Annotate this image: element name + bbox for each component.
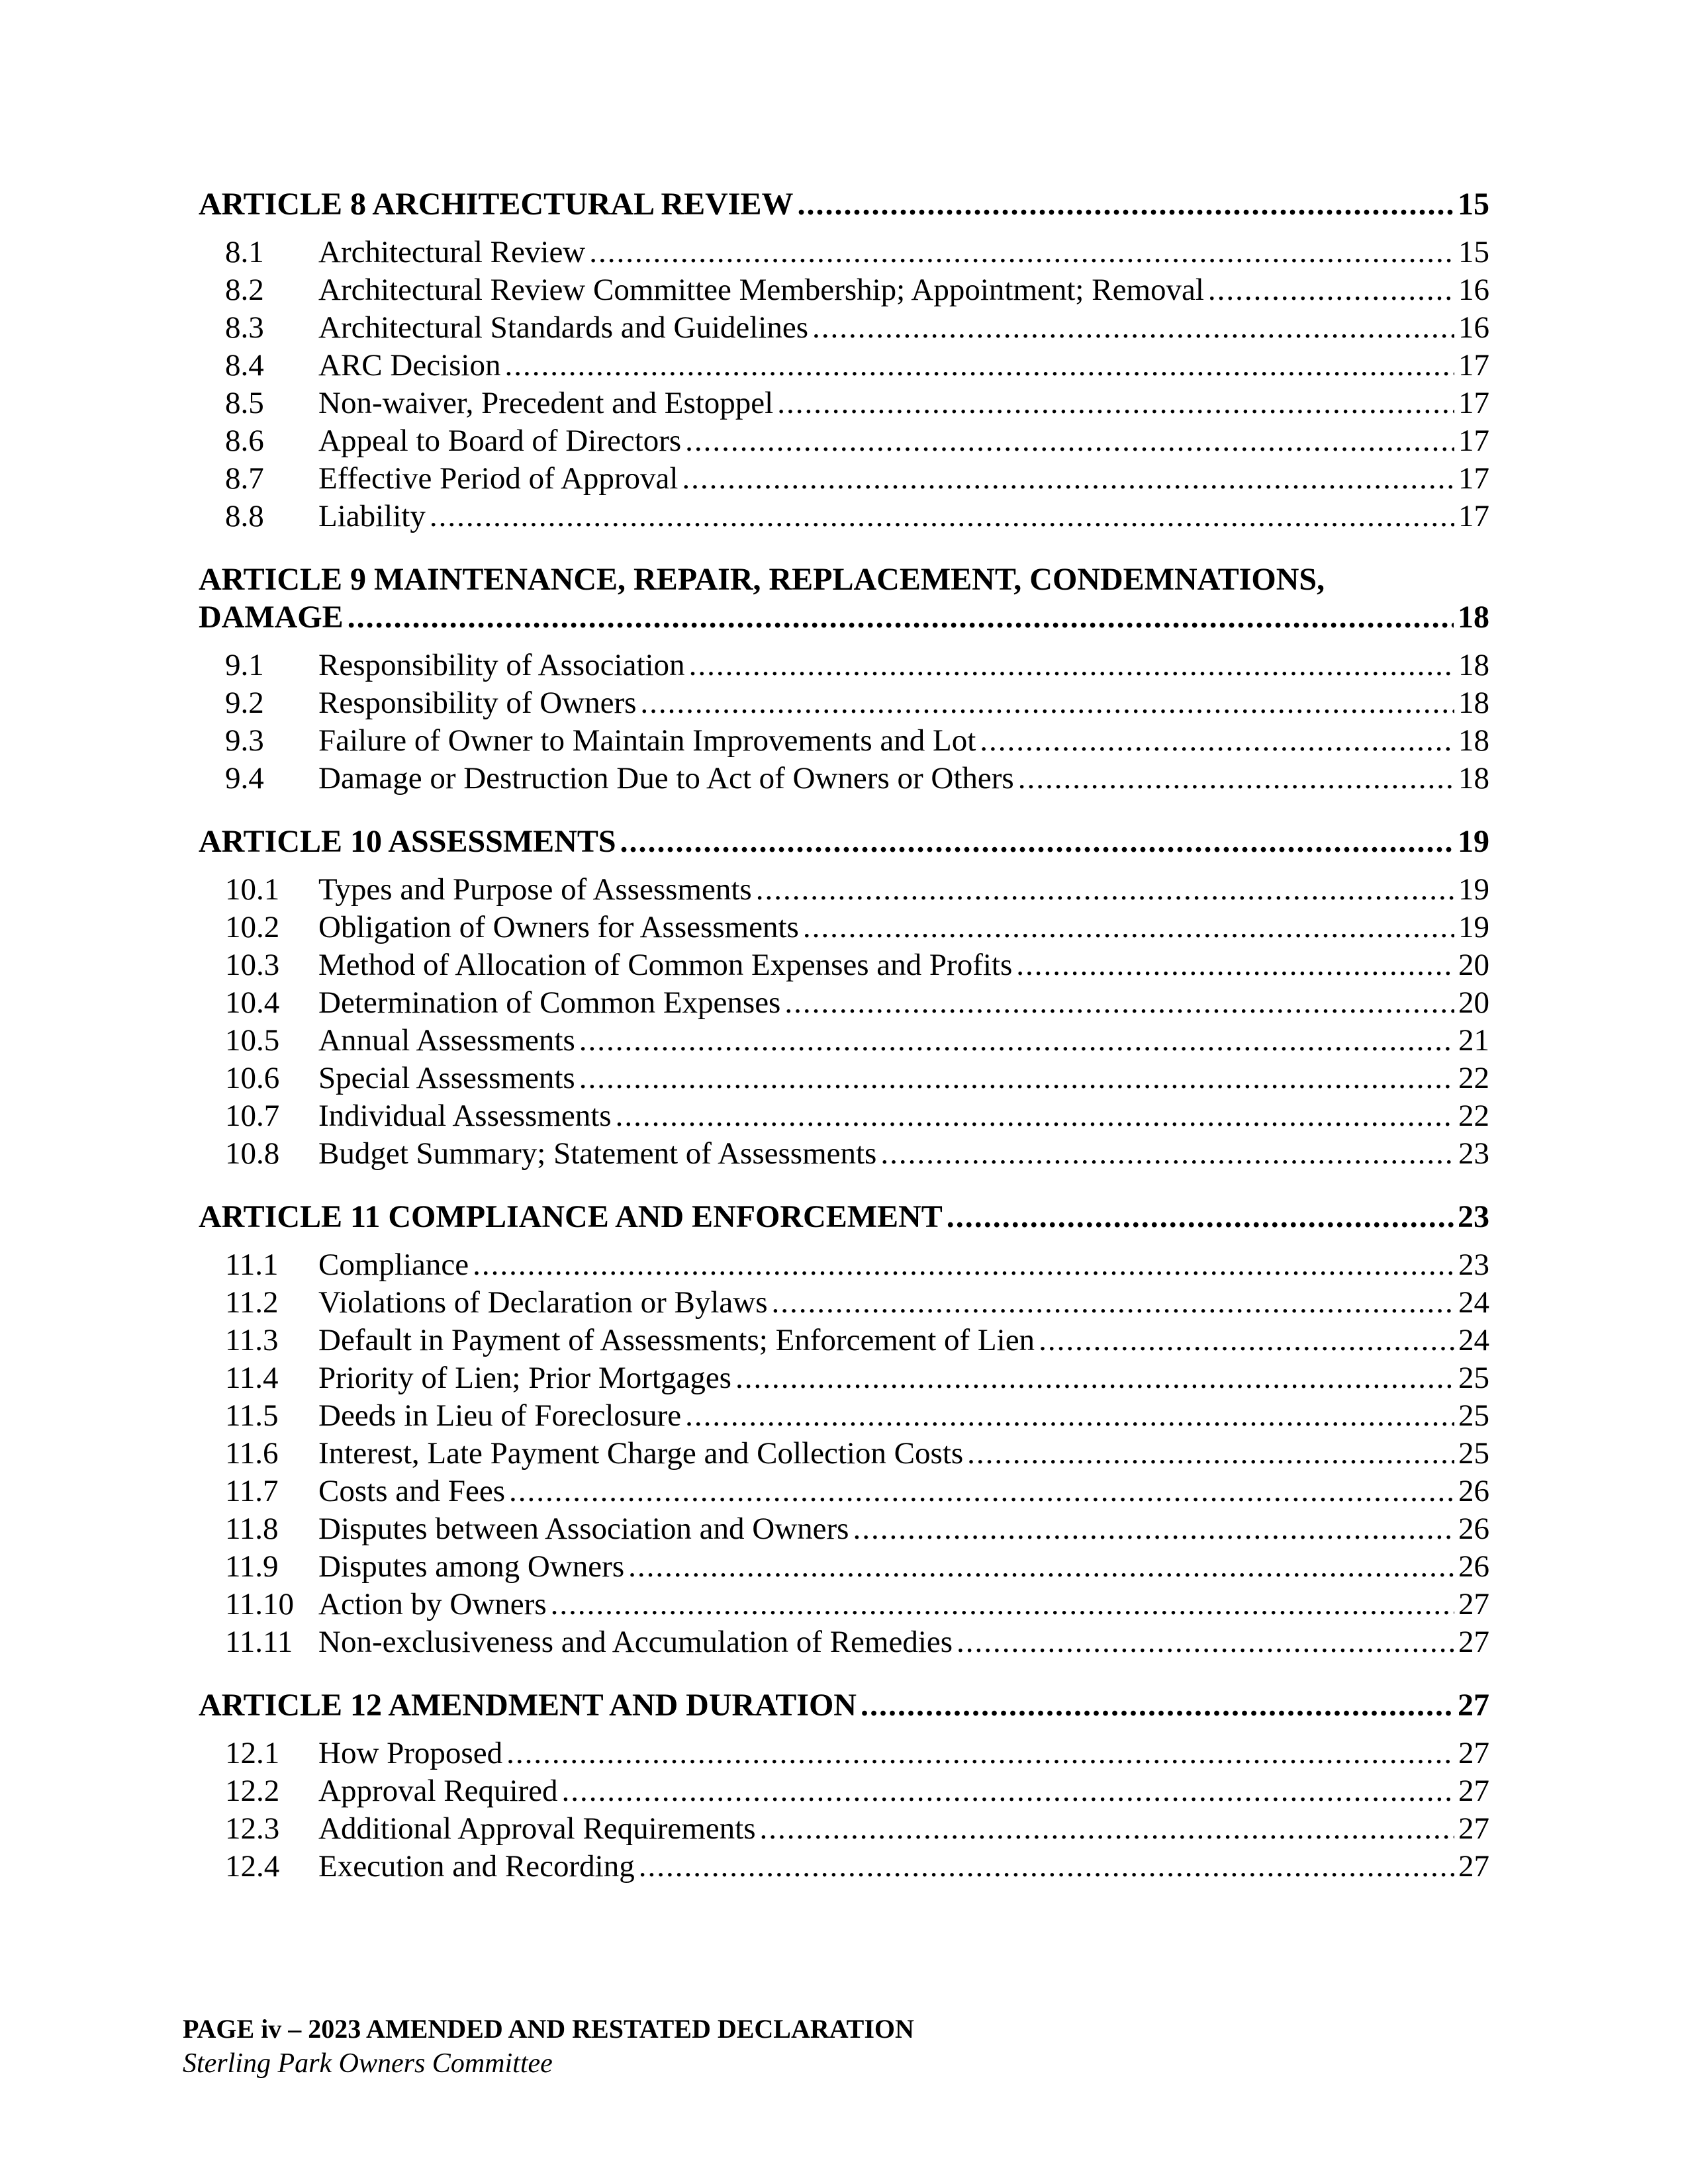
toc-section-entry[interactable] <box>199 1097 1489 1135</box>
dot-leader <box>980 722 1454 760</box>
section-number: 8.5 <box>225 386 264 420</box>
section-list <box>199 234 1489 535</box>
article-heading[interactable] <box>199 1198 1489 1236</box>
section-number: 11.7 <box>225 1474 279 1508</box>
section-page-number: 27 <box>1458 1849 1489 1884</box>
section-number-cell <box>199 1435 318 1473</box>
dot-leader <box>880 1135 1454 1173</box>
section-list <box>199 1246 1489 1661</box>
article-title: ARTICLE 10 ASSESSMENTS <box>199 824 616 859</box>
section-page-number: 27 <box>1458 1625 1489 1659</box>
section-number: 10.7 <box>225 1099 280 1133</box>
section-title: Liability <box>318 499 426 533</box>
section-title: Execution and Recording <box>318 1849 635 1884</box>
section-title: Determination of Common Expenses <box>318 985 781 1020</box>
section-title: Effective Period of Approval <box>318 461 679 496</box>
dot-leader <box>812 309 1454 347</box>
dot-leader <box>777 385 1454 422</box>
article-heading[interactable] <box>199 1686 1489 1724</box>
section-title: Types and Purpose of Assessments <box>318 872 752 907</box>
article-heading[interactable] <box>199 185 1489 223</box>
section-number-cell <box>199 234 318 271</box>
section-title: Non-exclusiveness and Accumulation of Remedies <box>318 1625 953 1659</box>
section-page-number: 16 <box>1458 310 1489 345</box>
section-number-cell <box>199 1623 318 1661</box>
section-number-cell <box>199 984 318 1022</box>
section-number: 9.4 <box>225 761 264 796</box>
section-number: 11.1 <box>225 1248 279 1282</box>
section-number: 10.1 <box>225 872 280 907</box>
section-page-number: 17 <box>1458 386 1489 420</box>
toc-section-entry[interactable] <box>199 1510 1489 1548</box>
section-number: 10.5 <box>225 1023 280 1058</box>
section-number: 10.4 <box>225 985 280 1020</box>
dot-leader <box>685 422 1454 460</box>
article-page-number: 15 <box>1458 187 1489 222</box>
section-number-cell <box>199 1586 318 1623</box>
toc-section-entry[interactable] <box>199 460 1489 498</box>
section-page-number: 15 <box>1458 235 1489 269</box>
dot-leader <box>579 1022 1454 1060</box>
dot-leader <box>772 1284 1454 1322</box>
toc-section-entry[interactable] <box>199 1735 1489 1772</box>
section-list <box>199 647 1489 797</box>
dot-leader <box>509 1473 1454 1510</box>
section-number-cell <box>199 722 318 760</box>
toc-article <box>199 823 1489 1173</box>
section-number: 11.4 <box>225 1361 279 1395</box>
page-footer <box>183 2012 914 2081</box>
dot-leader <box>620 823 1454 860</box>
section-number: 10.2 <box>225 910 280 944</box>
section-number: 8.8 <box>225 499 264 533</box>
section-number-cell <box>199 760 318 797</box>
dot-leader <box>756 871 1454 909</box>
section-number: 11.6 <box>225 1436 279 1471</box>
section-page-number: 23 <box>1458 1136 1489 1171</box>
section-page-number: 25 <box>1458 1398 1489 1433</box>
section-number: 12.4 <box>225 1849 280 1884</box>
dot-leader <box>853 1510 1454 1548</box>
article-page-number: 27 <box>1458 1688 1489 1723</box>
section-title: Responsibility of Owners <box>318 686 637 720</box>
section-title: ARC Decision <box>318 348 501 383</box>
dot-leader <box>1039 1322 1454 1359</box>
section-page-number: 22 <box>1458 1099 1489 1133</box>
dot-leader <box>562 1772 1454 1810</box>
toc-section-entry[interactable] <box>199 1623 1489 1661</box>
article-page-number: 19 <box>1458 824 1489 859</box>
section-number-cell <box>199 1397 318 1435</box>
toc-section-entry[interactable] <box>199 422 1489 460</box>
section-page-number: 23 <box>1458 1248 1489 1282</box>
dot-leader <box>640 684 1454 722</box>
dot-leader <box>798 185 1454 223</box>
section-number-cell <box>199 684 318 722</box>
dot-leader <box>1016 946 1454 984</box>
section-title: Default in Payment of Assessments; Enforcement of Lien <box>318 1323 1035 1357</box>
toc-section-entry[interactable] <box>199 271 1489 309</box>
section-title: Damage or Destruction Due to Act of Owners or Others <box>318 761 1014 796</box>
dot-leader <box>616 1097 1454 1135</box>
dot-leader <box>735 1359 1454 1397</box>
section-number: 8.1 <box>225 235 264 269</box>
section-number-cell <box>199 1284 318 1322</box>
section-page-number: 18 <box>1458 686 1489 720</box>
section-number-cell <box>199 1810 318 1848</box>
article-page-number: 18 <box>1458 600 1489 635</box>
section-page-number: 18 <box>1458 761 1489 796</box>
section-number-cell <box>199 946 318 984</box>
dot-leader <box>1018 760 1454 797</box>
section-page-number: 19 <box>1458 910 1489 944</box>
toc-section-entry[interactable] <box>199 909 1489 946</box>
article-title: ARTICLE 9 MAINTENANCE, REPAIR, REPLACEMENT, CONDEMNATIONS, <box>199 562 1325 597</box>
section-number: 11.10 <box>225 1587 295 1621</box>
dot-leader <box>506 1735 1454 1772</box>
section-page-number: 26 <box>1458 1474 1489 1508</box>
section-number: 11.11 <box>225 1625 293 1659</box>
toc-section-entry[interactable] <box>199 385 1489 422</box>
toc-section-entry[interactable] <box>199 347 1489 385</box>
toc-article <box>199 1198 1489 1661</box>
dot-leader <box>760 1810 1454 1848</box>
dot-leader <box>639 1848 1454 1886</box>
section-title: Individual Assessments <box>318 1099 612 1133</box>
dot-leader <box>957 1623 1454 1661</box>
section-number-cell <box>199 1060 318 1097</box>
toc-section-entry[interactable] <box>199 1359 1489 1397</box>
section-page-number: 21 <box>1458 1023 1489 1058</box>
section-title: Action by Owners <box>318 1587 547 1621</box>
toc-section-entry[interactable] <box>199 1022 1489 1060</box>
section-number-cell <box>199 909 318 946</box>
toc-section-entry[interactable] <box>199 309 1489 347</box>
section-title: Architectural Standards and Guidelines <box>318 310 809 345</box>
section-number-cell <box>199 347 318 385</box>
section-number-cell <box>199 1135 318 1173</box>
dot-leader <box>430 498 1454 535</box>
toc-section-entry[interactable] <box>199 1810 1489 1848</box>
toc-article <box>199 561 1489 797</box>
toc-section-entry[interactable] <box>199 1548 1489 1586</box>
toc-section-entry[interactable] <box>199 1322 1489 1359</box>
section-number-cell <box>199 498 318 535</box>
dot-leader <box>682 460 1454 498</box>
section-number-cell <box>199 385 318 422</box>
toc-section-entry[interactable] <box>199 984 1489 1022</box>
section-title: Special Assessments <box>318 1061 575 1095</box>
section-page-number: 19 <box>1458 872 1489 907</box>
dot-leader <box>348 598 1454 636</box>
dot-leader <box>803 909 1454 946</box>
dot-leader <box>1208 271 1454 309</box>
footer-organization: Sterling Park Owners Committee <box>183 2048 553 2079</box>
section-title: Approval Required <box>318 1774 558 1808</box>
section-number: 10.3 <box>225 948 280 982</box>
section-number: 11.9 <box>225 1549 279 1584</box>
section-number-cell <box>199 1246 318 1284</box>
section-title: Costs and Fees <box>318 1474 505 1508</box>
dot-leader <box>579 1060 1454 1097</box>
section-number-cell <box>199 1772 318 1810</box>
section-number-cell <box>199 1097 318 1135</box>
section-number: 8.6 <box>225 424 264 458</box>
article-title: ARTICLE 8 ARCHITECTURAL REVIEW <box>199 187 794 222</box>
section-page-number: 24 <box>1458 1323 1489 1357</box>
dot-leader <box>689 647 1454 684</box>
section-title: Architectural Review Committee Membership; Appointment; Removal <box>318 273 1204 307</box>
section-number: 8.2 <box>225 273 264 307</box>
section-number: 11.2 <box>225 1285 279 1320</box>
toc-section-entry[interactable] <box>199 1397 1489 1435</box>
section-page-number: 17 <box>1458 424 1489 458</box>
section-number-cell <box>199 422 318 460</box>
section-list <box>199 871 1489 1173</box>
section-number: 11.3 <box>225 1323 279 1357</box>
article-title: ARTICLE 12 AMENDMENT AND DURATION <box>199 1688 857 1723</box>
toc-section-entry[interactable] <box>199 1586 1489 1623</box>
toc-section-entry[interactable] <box>199 1435 1489 1473</box>
section-number: 8.7 <box>225 461 264 496</box>
table-of-contents <box>199 185 1489 1886</box>
section-title: Priority of Lien; Prior Mortgages <box>318 1361 731 1395</box>
article-heading[interactable] <box>199 561 1489 636</box>
section-page-number: 25 <box>1458 1436 1489 1471</box>
section-page-number: 27 <box>1458 1736 1489 1770</box>
section-page-number: 16 <box>1458 273 1489 307</box>
section-title: Compliance <box>318 1248 469 1282</box>
dot-leader <box>784 984 1454 1022</box>
toc-article <box>199 185 1489 535</box>
toc-section-entry[interactable] <box>199 760 1489 797</box>
section-number-cell <box>199 647 318 684</box>
toc-section-entry[interactable] <box>199 498 1489 535</box>
toc-article <box>199 1686 1489 1886</box>
section-page-number: 27 <box>1458 1811 1489 1846</box>
section-title: Appeal to Board of Directors <box>318 424 682 458</box>
toc-section-entry[interactable] <box>199 871 1489 909</box>
section-number-cell <box>199 460 318 498</box>
dot-leader <box>685 1397 1454 1435</box>
toc-section-entry[interactable] <box>199 647 1489 684</box>
toc-section-entry[interactable] <box>199 1135 1489 1173</box>
section-number: 8.4 <box>225 348 264 383</box>
section-number: 12.1 <box>225 1736 280 1770</box>
section-number: 11.8 <box>225 1512 279 1546</box>
dot-leader <box>628 1548 1454 1586</box>
section-number: 8.3 <box>225 310 264 345</box>
section-title: Obligation of Owners for Assessments <box>318 910 799 944</box>
section-title: Budget Summary; Statement of Assessments <box>318 1136 877 1171</box>
section-number: 9.3 <box>225 723 264 758</box>
toc-section-entry[interactable] <box>199 946 1489 984</box>
section-number: 9.1 <box>225 648 264 682</box>
dot-leader <box>589 234 1454 271</box>
section-number: 11.5 <box>225 1398 279 1433</box>
section-number-cell <box>199 1022 318 1060</box>
section-number-cell <box>199 1548 318 1586</box>
toc-section-entry[interactable] <box>199 1473 1489 1510</box>
section-number-cell <box>199 1473 318 1510</box>
section-title: Additional Approval Requirements <box>318 1811 756 1846</box>
section-page-number: 20 <box>1458 948 1489 982</box>
section-title: Architectural Review <box>318 235 586 269</box>
section-title: Responsibility of Association <box>318 648 685 682</box>
section-number-cell <box>199 1735 318 1772</box>
section-number-cell <box>199 1510 318 1548</box>
section-number: 12.2 <box>225 1774 280 1808</box>
section-title: Violations of Declaration or Bylaws <box>318 1285 768 1320</box>
section-page-number: 17 <box>1458 499 1489 533</box>
toc-section-entry[interactable] <box>199 1772 1489 1810</box>
section-page-number: 25 <box>1458 1361 1489 1395</box>
section-number-cell <box>199 1322 318 1359</box>
dot-leader <box>551 1586 1454 1623</box>
dot-leader <box>967 1435 1454 1473</box>
section-page-number: 20 <box>1458 985 1489 1020</box>
toc-section-entry[interactable] <box>199 234 1489 271</box>
toc-section-entry[interactable] <box>199 722 1489 760</box>
article-heading[interactable] <box>199 823 1489 860</box>
section-page-number: 18 <box>1458 723 1489 758</box>
section-page-number: 17 <box>1458 348 1489 383</box>
section-page-number: 18 <box>1458 648 1489 682</box>
section-page-number: 24 <box>1458 1285 1489 1320</box>
footer-page-label: PAGE iv – 2023 AMENDED AND RESTATED DECLARATION <box>183 2014 914 2044</box>
section-page-number: 17 <box>1458 461 1489 496</box>
section-number: 9.2 <box>225 686 264 720</box>
section-title: Failure of Owner to Maintain Improvements and Lot <box>318 723 976 758</box>
toc-section-entry[interactable] <box>199 684 1489 722</box>
section-title: Disputes among Owners <box>318 1549 625 1584</box>
section-list <box>199 1735 1489 1886</box>
section-number: 12.3 <box>225 1811 280 1846</box>
section-page-number: 27 <box>1458 1587 1489 1621</box>
section-title: Interest, Late Payment Charge and Collection Costs <box>318 1436 964 1471</box>
section-page-number: 26 <box>1458 1549 1489 1584</box>
article-page-number: 23 <box>1458 1199 1489 1234</box>
section-title: Non-waiver, Precedent and Estoppel <box>318 386 774 420</box>
section-page-number: 27 <box>1458 1774 1489 1808</box>
section-title: How Proposed <box>318 1736 503 1770</box>
toc-section-entry[interactable] <box>199 1060 1489 1097</box>
toc-section-entry[interactable] <box>199 1848 1489 1886</box>
section-title: Annual Assessments <box>318 1023 575 1058</box>
dot-leader <box>861 1686 1454 1724</box>
dot-leader <box>947 1198 1454 1236</box>
section-title: Method of Allocation of Common Expenses and Profits <box>318 948 1013 982</box>
toc-section-entry[interactable] <box>199 1284 1489 1322</box>
section-number-cell <box>199 1359 318 1397</box>
section-number-cell <box>199 271 318 309</box>
section-page-number: 26 <box>1458 1512 1489 1546</box>
section-title: Deeds in Lieu of Foreclosure <box>318 1398 682 1433</box>
article-title-continued: DAMAGE <box>199 600 344 635</box>
section-number-cell <box>199 309 318 347</box>
article-title: ARTICLE 11 COMPLIANCE AND ENFORCEMENT <box>199 1199 943 1234</box>
section-number-cell <box>199 1848 318 1886</box>
section-page-number: 22 <box>1458 1061 1489 1095</box>
dot-leader <box>504 347 1454 385</box>
section-number: 10.8 <box>225 1136 280 1171</box>
section-number: 10.6 <box>225 1061 280 1095</box>
dot-leader <box>473 1246 1454 1284</box>
section-number-cell <box>199 871 318 909</box>
toc-section-entry[interactable] <box>199 1246 1489 1284</box>
section-title: Disputes between Association and Owners <box>318 1512 849 1546</box>
